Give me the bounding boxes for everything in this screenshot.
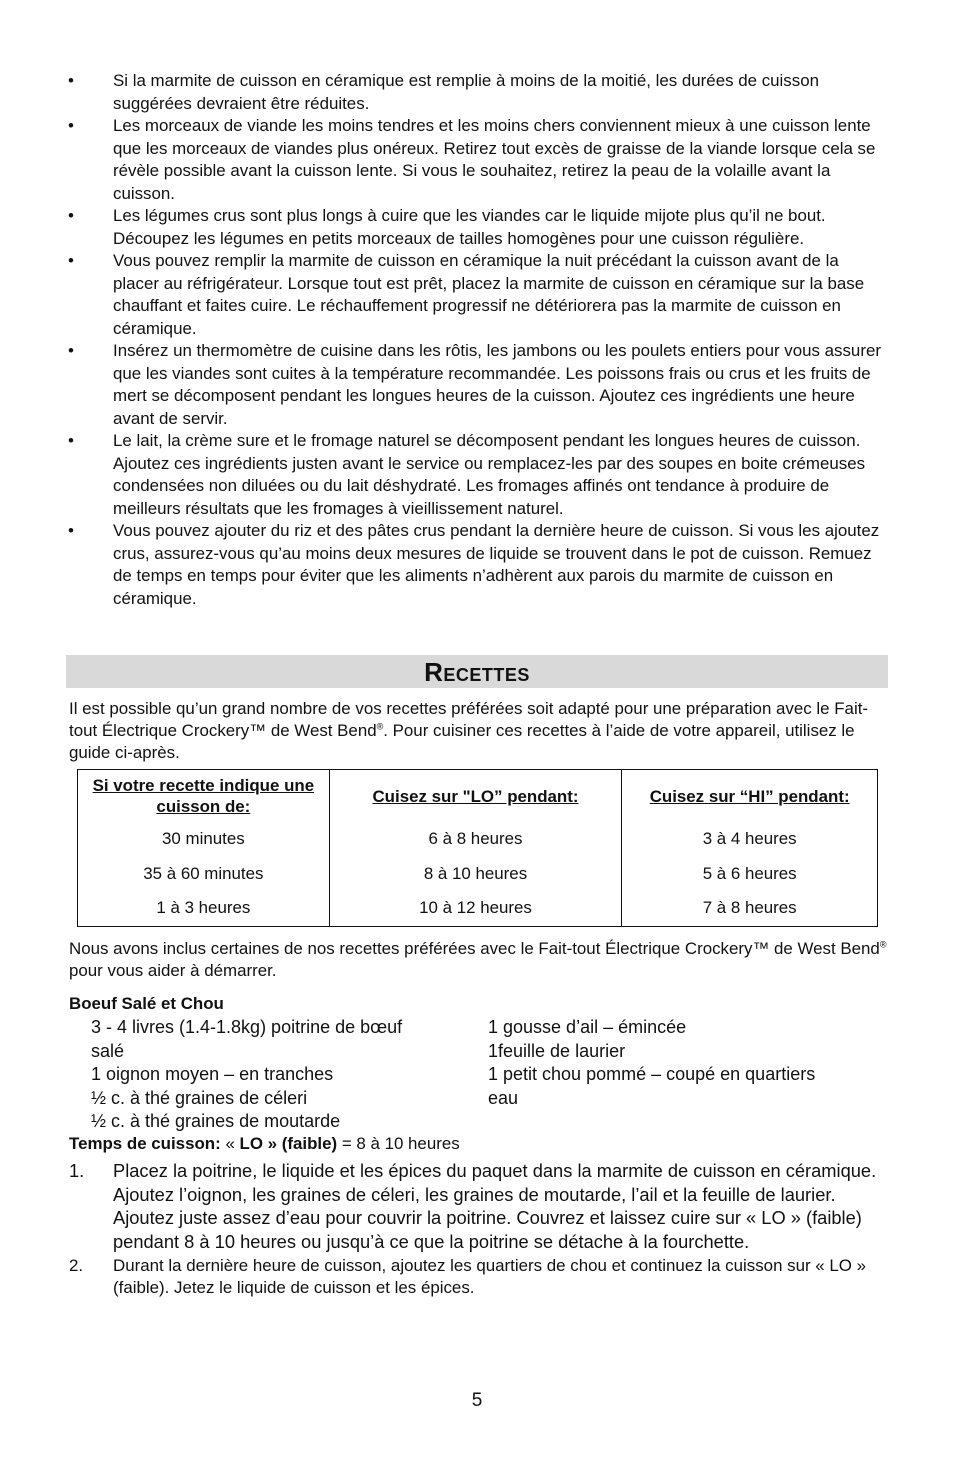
table-cell: 10 à 12 heures: [329, 891, 622, 926]
cook-time-setting: LO » (faible): [239, 1134, 338, 1153]
intro-text-2: . Pour cuisiner ces recettes à l’aide de votre appareil, utilisez le guide ci-après.: [69, 721, 855, 762]
table-cell: 8 à 10 heures: [329, 857, 622, 892]
table-row: [78, 822, 878, 857]
table-header-row: [78, 770, 878, 823]
tip-item: [68, 70, 886, 115]
note-text-2: pour vous aider à démarrer.: [69, 961, 277, 980]
intro-text-1: Il est possible qu’un grand nombre de vos recettes préférées soit adapté pour une préparation avec le Fait-tout Électrique Crockery™ de West Bend: [69, 699, 869, 740]
ingredient-item: 1 oignon moyen – en tranches: [91, 1064, 334, 1084]
bullet-glyph: •: [68, 341, 74, 360]
bullet-glyph: •: [68, 206, 74, 225]
tip-text: Le lait, la crème sure et le fromage naturel se décomposent pendant les longues heures de cuisson. Ajoutez ces ingrédients justen avant le service ou remplacez-les par des soupes en boite crémeuses condensées non diluées ou du lait déshydraté. Les fromages affinés ont tendance à produire de meilleurs résultats que les fromages à vieillissement naturel.: [113, 431, 866, 518]
tip-text: Les légumes crus sont plus longs à cuire que les viandes car le liquide mijote plus qu’il ne bout. Découpez les légumes en petits morceaux de tailles homogènes pour une cuisson régulière.: [113, 206, 826, 248]
cook-time-open-quote: «: [220, 1134, 240, 1153]
ingredients-right-column: [488, 1016, 878, 1110]
tip-item: [68, 430, 886, 520]
cook-time-line: [69, 1133, 460, 1155]
ingredient-item: eau: [488, 1087, 519, 1108]
ingredient-item: 3 - 4 livres (1.4-1.8kg) poitrine de bœuf: [91, 1017, 403, 1037]
registered-mark: ®: [376, 721, 384, 732]
table-cell: 1 à 3 heures: [78, 891, 330, 926]
table-header: Cuisez sur “HI” pendant:: [622, 770, 878, 823]
step-text: Durant la dernière heure de cuisson, ajoutez les quartiers de chou et continuez la cuisson sur « LO » (faible). Jetez le liquide de cuisson et les épices.: [113, 1256, 867, 1297]
bullet-glyph: •: [68, 71, 74, 90]
tip-text: Si la marmite de cuisson en céramique est remplie à moins de la moitié, les durées de cuisson suggérées devraient être réduites.: [113, 71, 819, 113]
ingredient-item: ½ c. à thé graines de moutarde: [91, 1111, 341, 1131]
bullet-glyph: •: [68, 521, 74, 540]
tip-text: Les morceaux de viande les moins tendres et les moins chers conviennent mieux à une cuisson lente que les morceaux de viandes plus onéreux. Retirez tout excès de graisse de la viande lorsque cela se révèle possible avant la cuisson lente. Si vous le souhaitez, retirez la peau de la volaille avant la cuisson.: [113, 116, 876, 203]
recipes-note: [69, 938, 889, 982]
ingredient-item: 1feuille de laurier: [488, 1040, 626, 1061]
ingredients-left-column: [91, 1016, 461, 1134]
bullet-glyph: •: [68, 431, 74, 450]
table-row: [78, 857, 878, 892]
table-row: [78, 891, 878, 926]
tips-list: [68, 70, 886, 610]
ingredient-item: salé: [91, 1040, 125, 1061]
step-number: 2.: [69, 1256, 84, 1275]
page-number: 5: [471, 1390, 483, 1411]
tip-item: [68, 115, 886, 205]
cook-time-value: = 8 à 10 heures: [337, 1134, 460, 1153]
tip-item: [68, 250, 886, 340]
tip-item: [68, 520, 886, 610]
section-heading-recettes: [66, 655, 888, 688]
ingredient-item: ½ c. à thé graines de céleri: [91, 1087, 308, 1108]
step-item: [69, 1255, 889, 1299]
section-title: Recettes: [424, 657, 530, 687]
table-cell: 6 à 8 heures: [329, 822, 622, 857]
cook-time-label: Temps de cuisson:: [69, 1134, 221, 1153]
table-cell: 35 à 60 minutes: [78, 857, 330, 892]
ingredient-item: 1 gousse d’ail – émincée: [488, 1017, 687, 1037]
tip-text: Vous pouvez remplir la marmite de cuisson en céramique la nuit précédant la cuisson avant de la placer au réfrigérateur. Lorsque tout est prêt, placez la marmite de cuisson en céramique sur la base chauffant et faites cuire. Le réchauffement progressif ne détériorera pas la marmite de cuisson en céramique.: [113, 251, 865, 338]
note-text-1: Nous avons inclus certaines de nos recettes préférées avec le Fait-tout Électrique Crockery™ de West Bend: [69, 939, 880, 958]
step-text: Placez la poitrine, le liquide et les épices du paquet dans la marmite de cuisson en céramique. Ajoutez l’oignon, les graines de céleri, les graines de moutarde, l’ail et la feuille de laurier. Ajoutez juste assez d’eau pour couvrir la poitrine. Couvrez et laissez cuire sur « LO » (faible) pendant 8 à 10 heures ou jusqu’à ce que la poitrine se détache à la fourchette.: [113, 1160, 877, 1252]
tip-item: [68, 205, 886, 250]
table-cell: 30 minutes: [78, 822, 330, 857]
table-header: Si votre recette indique une cuisson de:: [78, 770, 330, 823]
intro-paragraph: [69, 698, 889, 764]
table-cell: 3 à 4 heures: [622, 822, 878, 857]
tip-text: Insérez un thermomètre de cuisine dans les rôtis, les jambons ou les poulets entiers pour vous assurer que les viandes sont cuites à la température recommandée. Les poissons frais ou crus et les fruits de mert se décomposent pendant les longues heures de la cuisson. Ajoutez ces ingrédients une heure avant de servir.: [113, 341, 881, 428]
cooking-time-table: [77, 769, 878, 927]
ingredient-item: 1 petit chou pommé – coupé en quartiers: [488, 1064, 816, 1084]
step-number: 1.: [69, 1160, 85, 1181]
step-item: [69, 1159, 889, 1253]
recipe-steps: [69, 1159, 889, 1299]
recipe-title: Boeuf Salé et Chou: [69, 994, 224, 1013]
table-cell: 5 à 6 heures: [622, 857, 878, 892]
table-header: Cuisez sur "LO” pendant:: [329, 770, 622, 823]
tip-item: [68, 340, 886, 430]
bullet-glyph: •: [68, 251, 74, 270]
registered-mark: ®: [879, 939, 887, 950]
table-cell: 7 à 8 heures: [622, 891, 878, 926]
tip-text: Vous pouvez ajouter du riz et des pâtes crus pendant la dernière heure de cuisson. Si vous les ajoutez crus, assurez-vous qu’au moins deux mesures de liquide se trouvent dans le pot de cuisson. Remuez de temps en temps pour éviter que les aliments n’adhèrent aux parois du marmite de cuisson en céramique.: [113, 521, 880, 608]
bullet-glyph: •: [68, 116, 74, 135]
